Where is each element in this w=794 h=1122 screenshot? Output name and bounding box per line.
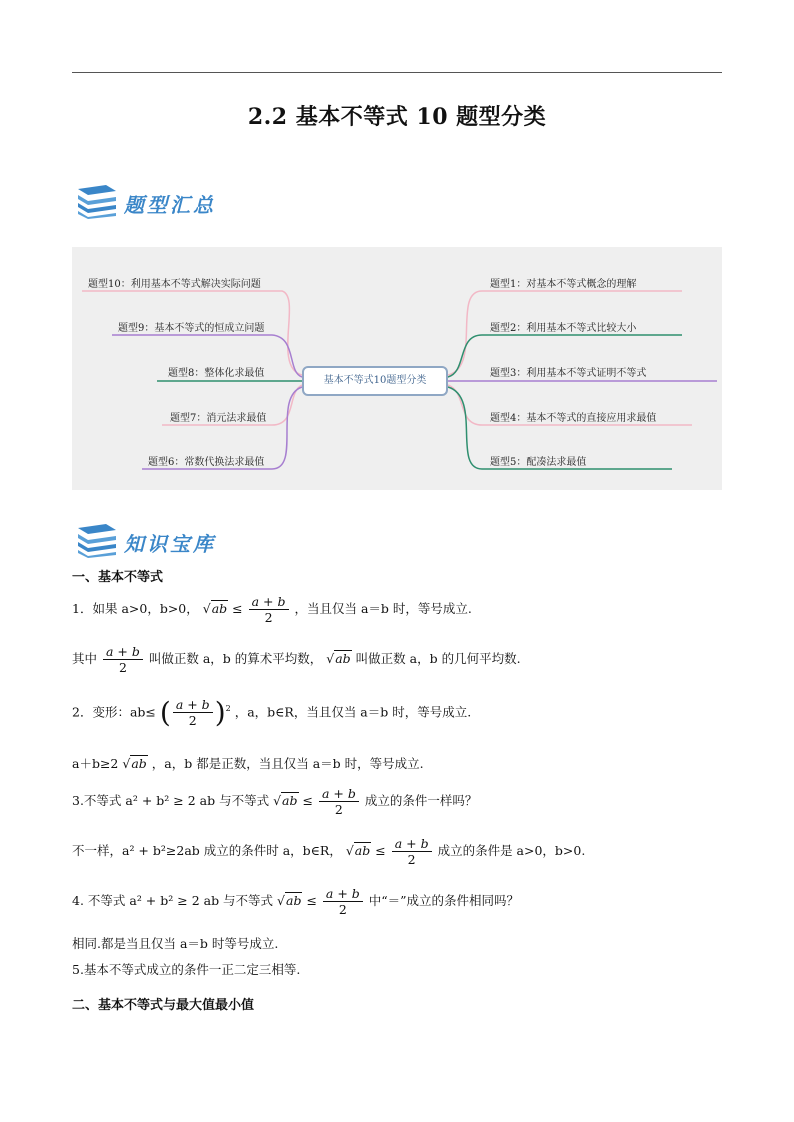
line-1: 1．如果 a>0，b>0， √ab ≤ $\frac{a + b}{2}$ ，当且仅当 a＝b 时，等号成立. [72,594,472,625]
mind-map-node-right: 题型5：配凑法求最值 [490,457,587,468]
mind-map-node-left: 题型7：消元法求最值 [170,413,267,424]
page-title: 2.2 基本不等式 10 题型分类 [247,104,547,130]
mind-map-node-right: 题型2：利用基本不等式比较大小 [490,323,637,334]
books-icon [76,183,118,219]
mind-map-node-left: 题型8：整体化求最值 [168,368,265,379]
line-8: 相同.都是当且仅当 a＝b 时等号成立. [72,936,279,951]
mind-map-node-left: 题型6：常数代换法求最值 [148,457,265,468]
books-icon [76,522,118,558]
mind-map-node-right: 题型1：对基本不等式概念的理解 [490,279,637,290]
mind-map-center: 基本不等式10题型分类 [302,366,448,396]
line-5: 3.不等式 a² + b² ≥ 2 ab 与不等式 √ab ≤ $\frac{a + b}{2}$ 成立的条件一样吗？ [72,786,478,817]
line-6: 不一样，a² + b²≥2ab 成立的条件时 a，b∈R， √ab ≤ $\frac{a + b}{2}$ 成立的条件是 a>0，b>0. [72,836,586,867]
line-4: a＋b≥2 √ab ，a，b 都是正数，当且仅当 a＝b 时，等号成立. [72,756,424,771]
line-9: 5.基本不等式成立的条件一正二定三相等. [72,962,301,977]
header-rule [72,72,722,73]
line-2: 其中 $\frac{a + b}{2}$ 叫做正数 a，b 的算术平均数， √ab 叫做正数 a，b 的几何平均数. [72,644,521,675]
heading-basic-inequality: 一、基本不等式 [72,570,164,585]
mind-map [72,247,722,490]
line-7: 4. 不等式 a² + b² ≥ 2 ab 与不等式 √ab ≤ $\frac{a + b}{2}$ 中“＝”成立的条件相同吗？ [72,886,520,917]
mind-map-node-right: 题型4：基本不等式的直接应用求最值 [490,413,657,424]
heading-max-min: 二、基本不等式与最大值最小值 [72,998,255,1013]
mind-map-node-right: 题型3：利用基本不等式证明不等式 [490,368,647,379]
line-3: 2．变形：ab≤ ( $\frac{a + b}{2}$ )$^2$ ，a，b∈R，当且仅当 a＝b 时，等号成立. [72,696,472,729]
mind-map-node-left: 题型10：利用基本不等式解决实际问题 [88,279,261,290]
section-knowledge-label: 知识宝库 [124,532,216,556]
mind-map-node-left: 题型9：基本不等式的恒成立问题 [118,323,265,334]
section-summary-label: 题型汇总 [124,193,216,217]
